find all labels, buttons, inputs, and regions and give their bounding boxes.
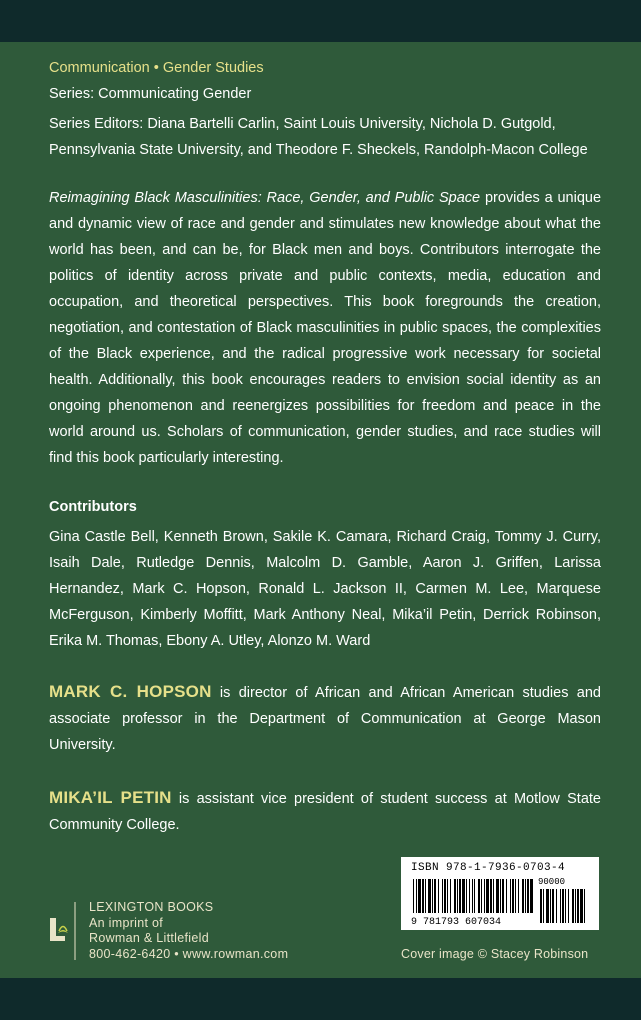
- barcode-bar: [518, 879, 519, 913]
- barcode-bar: [527, 879, 529, 913]
- editor-name: MIKA’IL PETIN: [49, 788, 172, 807]
- barcode-bar: [525, 879, 526, 913]
- barcode-bars: [409, 877, 591, 927]
- barcode-bar: [478, 879, 480, 913]
- publisher-name: LEXINGTON BOOKS: [89, 900, 214, 914]
- editor-bio-text: is assistant vice president of student success at Motlow State Community College.: [49, 791, 601, 833]
- editor-bio: [49, 785, 601, 838]
- barcode-bar: [418, 879, 421, 913]
- book-title: Reimagining Black Masculinities: Race, Gender, and Public Space: [49, 190, 481, 206]
- lexington-logo-icon: [45, 900, 79, 962]
- barcode-bar: [469, 879, 470, 913]
- barcode-bar: [490, 879, 492, 913]
- price-code: 90000: [538, 877, 566, 887]
- barcode-bar: [425, 879, 426, 913]
- barcode-bar: [484, 879, 485, 913]
- barcode-bar: [486, 879, 489, 913]
- barcode-bar: [556, 889, 557, 923]
- barcode-bar: [432, 879, 433, 913]
- barcode-bar: [515, 879, 516, 913]
- barcode-bar: [540, 889, 542, 923]
- barcode-bar: [552, 889, 554, 923]
- isbn-barcode: [401, 857, 599, 930]
- barcode-bar: [565, 889, 566, 923]
- barcode-bar: [459, 879, 461, 913]
- subject-categories: Communication • Gender Studies: [49, 60, 264, 76]
- barcode-bar: [474, 879, 475, 913]
- barcode-bar: [462, 879, 465, 913]
- imprint-line: An imprint of: [89, 915, 164, 930]
- barcode-bar: [444, 879, 446, 913]
- contributors-heading: Contributors: [49, 499, 137, 515]
- barcode-bar: [454, 879, 456, 913]
- barcode-bar: [560, 889, 561, 923]
- barcode-bar: [543, 889, 544, 923]
- cover-image-credit: Cover image © Stacey Robinson: [401, 947, 589, 961]
- barcode-bar: [442, 879, 443, 913]
- barcode-bar: [512, 879, 514, 913]
- barcode-bar: [550, 889, 551, 923]
- barcode-bar: [522, 879, 524, 913]
- barcode-bar: [450, 879, 451, 913]
- barcode-bar: [500, 879, 501, 913]
- series-editors: Series Editors: Diana Bartelli Carlin, Saint Louis University, Nichola D. Gutgold, Pennsylvania State University, and Theodore F. Sheckels, Randolph-Macon College: [49, 116, 588, 158]
- barcode-bar: [575, 889, 576, 923]
- book-description: [49, 185, 601, 471]
- barcode-bar: [584, 889, 585, 923]
- barcode-bar: [438, 879, 439, 913]
- barcode-bar: [481, 879, 482, 913]
- contributors-list: Gina Castle Bell, Kenneth Brown, Sakile K. Camara, Richard Craig, Tommy J. Curry, Isaih Dale, Rutledge Dennis, Malcolm D. Gamble, Aaron J. Griffen, Larissa Hernandez, Mark C. Hopson, Ronald L. Jackson II, Carmen M. Lee, Marquese McFerguson, Kimberly Moffitt, Mark Anthony Neal, Mika’il Petin, Derrick Robinson, Erika M. Thomas, Ebony A. Utley, Alonzo M. Ward: [49, 529, 601, 649]
- barcode-bar: [447, 879, 448, 913]
- barcode-bar: [493, 879, 494, 913]
- barcode-digits: 9 781793 607034: [411, 917, 502, 927]
- barcode-bar: [428, 879, 431, 913]
- barcode-bar: [568, 889, 569, 923]
- barcode-bar: [422, 879, 424, 913]
- parent-publisher: Rowman & Littlefield: [89, 931, 209, 945]
- barcode-bar: [502, 879, 504, 913]
- barcode-bar: [416, 879, 417, 913]
- barcode-bar: [413, 879, 414, 913]
- bottom-edge-band: [0, 978, 641, 1020]
- publisher-contact: 800-462-6420 • www.rowman.com: [89, 946, 289, 961]
- barcode-bar: [577, 889, 579, 923]
- barcode-bar: [472, 879, 473, 913]
- barcode-bar: [546, 889, 549, 923]
- barcode-bar: [506, 879, 507, 913]
- editor-bio: [49, 679, 601, 758]
- barcode-bar: [457, 879, 458, 913]
- publisher-info: [89, 900, 288, 962]
- barcode-bar: [496, 879, 499, 913]
- description-body: provides a unique and dynamic view of race and gender and stimulates new knowledge about what the world has been, and can be, for Black men and boys. Contributors interrogate the politics of identity across private and public contexts, media, education and occupation, and theoretical perspectives. This book foregrounds the creation, negotiation, and contestation of Black masculinities in public spaces, the complexities of the Black experience, and the radical progressive work necessary for societal health. Additionally, this book encourages readers to envision social identity as an ongoing phenomenon and reenergizes possibilities for freedom and peace in the world around us. Scholars of communication, gender studies, and race studies will find this book particularly interesting.: [49, 190, 602, 466]
- barcode-bar: [530, 879, 533, 913]
- barcode-bar: [572, 889, 574, 923]
- barcode-bar: [562, 889, 564, 923]
- editor-bio-text: is director of African and African American studies and associate professor in the Department of Communication at George Mason University.: [49, 685, 601, 753]
- series-title: Series: Communicating Gender: [49, 86, 252, 102]
- back-cover: [0, 42, 641, 978]
- barcode-bar: [466, 879, 467, 913]
- barcode-bar: [434, 879, 436, 913]
- isbn-number: ISBN 978-1-7936-0703-4: [411, 862, 566, 874]
- barcode-bar: [510, 879, 511, 913]
- barcode-bar: [580, 889, 583, 923]
- editor-name: MARK C. HOPSON: [49, 682, 212, 701]
- top-edge-band: [0, 0, 641, 42]
